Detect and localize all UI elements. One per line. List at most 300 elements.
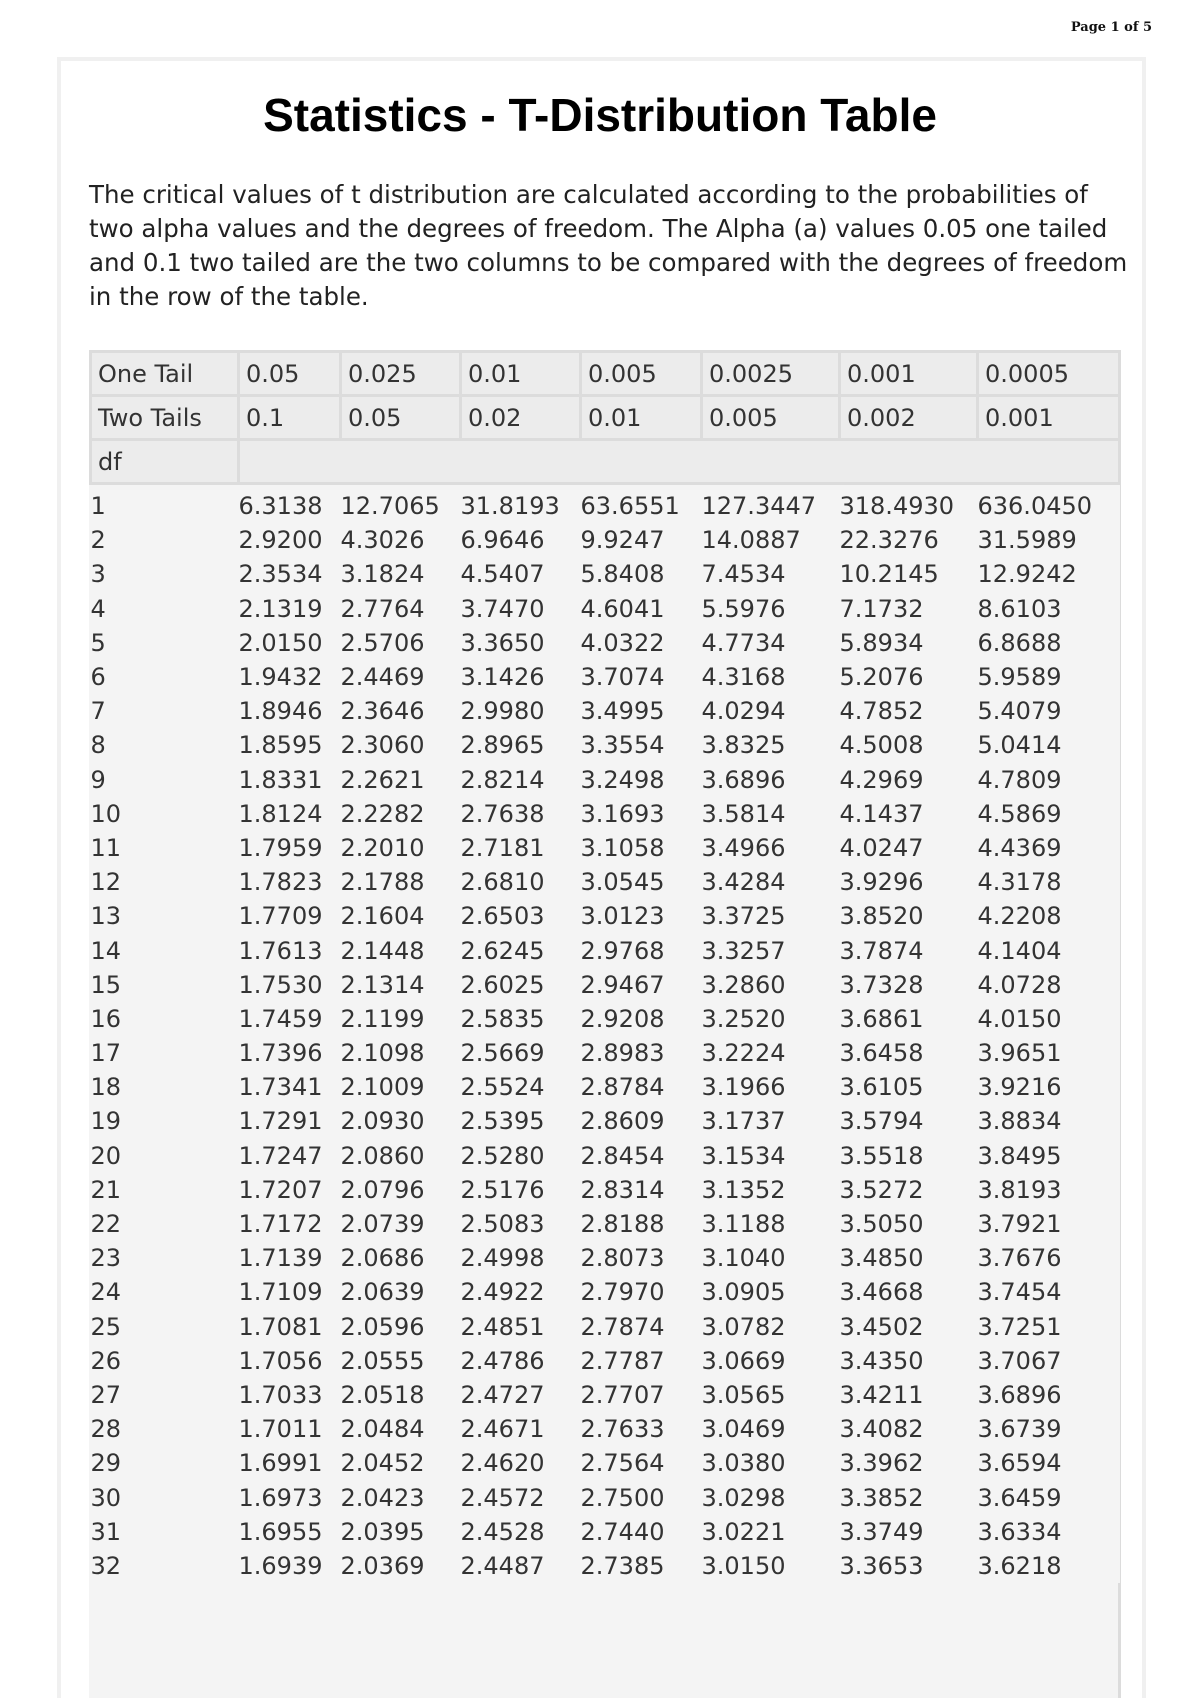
critical-value-cell: 4.3168	[702, 660, 840, 694]
critical-value-cell: 4.0322	[581, 626, 702, 660]
table-row	[91, 797, 1120, 831]
critical-value-cell: 2.5669	[461, 1036, 581, 1070]
critical-value-cell: 2.1098	[341, 1036, 461, 1070]
table-row	[91, 1412, 1120, 1446]
critical-value-cell: 3.1188	[702, 1207, 840, 1241]
critical-value-cell: 2.8609	[581, 1104, 702, 1138]
critical-value-cell: 2.0452	[341, 1446, 461, 1480]
critical-value-cell: 5.0414	[978, 728, 1120, 762]
df-label: df	[91, 440, 239, 484]
table-row	[91, 1104, 1120, 1138]
critical-value-cell: 2.9208	[581, 1002, 702, 1036]
table-row	[91, 1275, 1120, 1309]
critical-value-cell: 4.2208	[978, 899, 1120, 933]
critical-value-cell: 4.3026	[341, 523, 461, 557]
table-row	[91, 626, 1120, 660]
critical-value-cell: 3.1824	[341, 557, 461, 591]
critical-value-cell: 2.0686	[341, 1241, 461, 1275]
df-cell: 2	[91, 523, 239, 557]
two-tails-label: Two Tails	[91, 396, 239, 440]
table-row	[91, 1515, 1120, 1549]
critical-value-cell: 1.7247	[239, 1139, 341, 1173]
critical-value-cell: 3.1534	[702, 1139, 840, 1173]
critical-value-cell: 1.7341	[239, 1070, 341, 1104]
critical-value-cell: 2.0395	[341, 1515, 461, 1549]
critical-value-cell: 3.6459	[978, 1480, 1120, 1514]
critical-value-cell: 3.6739	[978, 1412, 1120, 1446]
critical-value-cell: 2.5280	[461, 1139, 581, 1173]
table-row	[91, 1070, 1120, 1104]
critical-value-cell: 1.7709	[239, 899, 341, 933]
critical-value-cell: 3.0123	[581, 899, 702, 933]
one-tail-row	[91, 352, 1120, 396]
critical-value-cell: 3.1058	[581, 831, 702, 865]
critical-value-cell: 2.4572	[461, 1480, 581, 1514]
critical-value-cell: 3.7874	[840, 933, 978, 967]
critical-value-cell: 1.7056	[239, 1344, 341, 1378]
critical-value-cell: 3.0669	[702, 1344, 840, 1378]
critical-value-cell: 2.5524	[461, 1070, 581, 1104]
table-row	[91, 968, 1120, 1002]
critical-value-cell: 2.8454	[581, 1139, 702, 1173]
table-row	[91, 557, 1120, 591]
critical-value-cell: 3.4284	[702, 865, 840, 899]
critical-value-cell: 8.6103	[978, 592, 1120, 626]
df-cell: 32	[91, 1549, 239, 1583]
critical-value-cell: 2.1448	[341, 933, 461, 967]
critical-value-cell: 3.3257	[702, 933, 840, 967]
critical-value-cell: 2.0518	[341, 1378, 461, 1412]
critical-value-cell: 2.0596	[341, 1310, 461, 1344]
critical-value-cell: 6.9646	[461, 523, 581, 557]
critical-value-cell: 3.6896	[978, 1378, 1120, 1412]
critical-value-cell: 2.5835	[461, 1002, 581, 1036]
critical-value-cell: 3.0150	[702, 1549, 840, 1583]
critical-value-cell: 4.1404	[978, 933, 1120, 967]
critical-value-cell: 1.8595	[239, 728, 341, 762]
critical-value-cell: 3.4850	[840, 1241, 978, 1275]
table-row	[91, 1207, 1120, 1241]
two-tails-alpha: 0.001	[978, 396, 1120, 440]
critical-value-cell: 3.5518	[840, 1139, 978, 1173]
two-tails-alpha: 0.01	[581, 396, 702, 440]
critical-value-cell: 5.2076	[840, 660, 978, 694]
df-cell: 14	[91, 933, 239, 967]
critical-value-cell: 4.5407	[461, 557, 581, 591]
table-body	[91, 484, 1120, 1584]
critical-value-cell: 3.0298	[702, 1480, 840, 1514]
critical-value-cell: 2.1788	[341, 865, 461, 899]
critical-value-cell: 3.4502	[840, 1310, 978, 1344]
critical-value-cell: 6.8688	[978, 626, 1120, 660]
df-cell: 16	[91, 1002, 239, 1036]
critical-value-cell: 2.4469	[341, 660, 461, 694]
one-tail-label: One Tail	[91, 352, 239, 396]
critical-value-cell: 3.4082	[840, 1412, 978, 1446]
two-tails-alpha: 0.02	[461, 396, 581, 440]
table-row	[91, 1002, 1120, 1036]
critical-value-cell: 3.6218	[978, 1549, 1120, 1583]
critical-value-cell: 2.9200	[239, 523, 341, 557]
critical-value-cell: 3.7074	[581, 660, 702, 694]
one-tail-alpha: 0.025	[341, 352, 461, 396]
critical-value-cell: 1.6955	[239, 1515, 341, 1549]
critical-value-cell: 2.7633	[581, 1412, 702, 1446]
critical-value-cell: 2.2010	[341, 831, 461, 865]
critical-value-cell: 3.6896	[702, 763, 840, 797]
critical-value-cell: 1.9432	[239, 660, 341, 694]
critical-value-cell: 1.7081	[239, 1310, 341, 1344]
critical-value-cell: 2.7707	[581, 1378, 702, 1412]
critical-value-cell: 2.9768	[581, 933, 702, 967]
df-cell: 10	[91, 797, 239, 831]
one-tail-alpha: 0.05	[239, 352, 341, 396]
critical-value-cell: 4.0247	[840, 831, 978, 865]
critical-value-cell: 4.7734	[702, 626, 840, 660]
critical-value-cell: 4.2969	[840, 763, 978, 797]
critical-value-cell: 2.1199	[341, 1002, 461, 1036]
table-row	[91, 1241, 1120, 1275]
table-row	[91, 660, 1120, 694]
critical-value-cell: 3.0221	[702, 1515, 840, 1549]
table-row	[91, 1378, 1120, 1412]
critical-value-cell: 2.7764	[341, 592, 461, 626]
table-row	[91, 933, 1120, 967]
critical-value-cell: 1.7959	[239, 831, 341, 865]
critical-value-cell: 4.0728	[978, 968, 1120, 1002]
critical-value-cell: 4.4369	[978, 831, 1120, 865]
critical-value-cell: 3.1966	[702, 1070, 840, 1104]
critical-value-cell: 4.6041	[581, 592, 702, 626]
df-cell: 18	[91, 1070, 239, 1104]
critical-value-cell: 3.4350	[840, 1344, 978, 1378]
critical-value-cell: 3.7251	[978, 1310, 1120, 1344]
table-row	[91, 694, 1120, 728]
df-cell: 20	[91, 1139, 239, 1173]
critical-value-cell: 1.7459	[239, 1002, 341, 1036]
critical-value-cell: 1.7530	[239, 968, 341, 1002]
critical-value-cell: 3.7921	[978, 1207, 1120, 1241]
critical-value-cell: 2.0639	[341, 1275, 461, 1309]
table-header	[91, 352, 1120, 484]
critical-value-cell: 3.0380	[702, 1446, 840, 1480]
critical-value-cell: 2.4528	[461, 1515, 581, 1549]
critical-value-cell: 2.0930	[341, 1104, 461, 1138]
table-row	[91, 728, 1120, 762]
critical-value-cell: 3.6861	[840, 1002, 978, 1036]
df-cell: 29	[91, 1446, 239, 1480]
critical-value-cell: 3.0545	[581, 865, 702, 899]
critical-value-cell: 1.8946	[239, 694, 341, 728]
critical-value-cell: 1.7172	[239, 1207, 341, 1241]
critical-value-cell: 2.5176	[461, 1173, 581, 1207]
critical-value-cell: 3.4211	[840, 1378, 978, 1412]
table-row	[91, 1173, 1120, 1207]
df-cell: 21	[91, 1173, 239, 1207]
critical-value-cell: 2.7787	[581, 1344, 702, 1378]
table-row	[91, 1310, 1120, 1344]
critical-value-cell: 1.7207	[239, 1173, 341, 1207]
critical-value-cell: 2.0555	[341, 1344, 461, 1378]
critical-value-cell: 2.0484	[341, 1412, 461, 1446]
table-row	[91, 1139, 1120, 1173]
critical-value-cell: 2.3646	[341, 694, 461, 728]
one-tail-alpha: 0.0005	[978, 352, 1120, 396]
critical-value-cell: 5.4079	[978, 694, 1120, 728]
critical-value-cell: 2.7638	[461, 797, 581, 831]
df-cell: 1	[91, 484, 239, 524]
critical-value-cell: 4.1437	[840, 797, 978, 831]
critical-value-cell: 2.8188	[581, 1207, 702, 1241]
critical-value-cell: 3.3852	[840, 1480, 978, 1514]
one-tail-alpha: 0.0025	[702, 352, 840, 396]
critical-value-cell: 14.0887	[702, 523, 840, 557]
critical-value-cell: 5.8934	[840, 626, 978, 660]
critical-value-cell: 3.0782	[702, 1310, 840, 1344]
critical-value-cell: 3.1693	[581, 797, 702, 831]
critical-value-cell: 2.5706	[341, 626, 461, 660]
critical-value-cell: 2.4998	[461, 1241, 581, 1275]
critical-value-cell: 2.1009	[341, 1070, 461, 1104]
one-tail-alpha: 0.01	[461, 352, 581, 396]
critical-value-cell: 2.4487	[461, 1549, 581, 1583]
two-tails-row	[91, 396, 1120, 440]
critical-value-cell: 2.0739	[341, 1207, 461, 1241]
critical-value-cell: 1.7823	[239, 865, 341, 899]
critical-value-cell: 3.5814	[702, 797, 840, 831]
two-tails-alpha: 0.005	[702, 396, 840, 440]
table-row	[91, 763, 1120, 797]
t-distribution-table-container	[89, 350, 1121, 1698]
critical-value-cell: 9.9247	[581, 523, 702, 557]
df-cell: 5	[91, 626, 239, 660]
critical-value-cell: 1.7613	[239, 933, 341, 967]
critical-value-cell: 3.6334	[978, 1515, 1120, 1549]
critical-value-cell: 6.3138	[239, 484, 341, 524]
critical-value-cell: 2.4786	[461, 1344, 581, 1378]
df-cell: 30	[91, 1480, 239, 1514]
df-cell: 3	[91, 557, 239, 591]
critical-value-cell: 3.3962	[840, 1446, 978, 1480]
critical-value-cell: 1.8124	[239, 797, 341, 831]
critical-value-cell: 31.8193	[461, 484, 581, 524]
critical-value-cell: 636.0450	[978, 484, 1120, 524]
table-row	[91, 1480, 1120, 1514]
df-cell: 19	[91, 1104, 239, 1138]
critical-value-cell: 1.7291	[239, 1104, 341, 1138]
critical-value-cell: 2.7874	[581, 1310, 702, 1344]
critical-value-cell: 318.4930	[840, 484, 978, 524]
critical-value-cell: 3.4995	[581, 694, 702, 728]
critical-value-cell: 2.0150	[239, 626, 341, 660]
df-cell: 26	[91, 1344, 239, 1378]
df-cell: 15	[91, 968, 239, 1002]
critical-value-cell: 2.2621	[341, 763, 461, 797]
critical-value-cell: 1.7033	[239, 1378, 341, 1412]
critical-value-cell: 2.6503	[461, 899, 581, 933]
two-tails-alpha: 0.002	[840, 396, 978, 440]
critical-value-cell: 2.8965	[461, 728, 581, 762]
critical-value-cell: 2.0860	[341, 1139, 461, 1173]
critical-value-cell: 3.4668	[840, 1275, 978, 1309]
critical-value-cell: 2.1314	[341, 968, 461, 1002]
critical-value-cell: 4.5869	[978, 797, 1120, 831]
critical-value-cell: 4.7852	[840, 694, 978, 728]
critical-value-cell: 2.8983	[581, 1036, 702, 1070]
critical-value-cell: 3.1426	[461, 660, 581, 694]
df-cell: 6	[91, 660, 239, 694]
critical-value-cell: 2.9467	[581, 968, 702, 1002]
critical-value-cell: 3.1352	[702, 1173, 840, 1207]
critical-value-cell: 3.2498	[581, 763, 702, 797]
critical-value-cell: 3.7676	[978, 1241, 1120, 1275]
critical-value-cell: 3.7328	[840, 968, 978, 1002]
critical-value-cell: 7.1732	[840, 592, 978, 626]
critical-value-cell: 2.0796	[341, 1173, 461, 1207]
critical-value-cell: 12.9242	[978, 557, 1120, 591]
table-row	[91, 523, 1120, 557]
df-cell: 23	[91, 1241, 239, 1275]
critical-value-cell: 31.5989	[978, 523, 1120, 557]
critical-value-cell: 3.8495	[978, 1139, 1120, 1173]
critical-value-cell: 4.5008	[840, 728, 978, 762]
critical-value-cell: 2.0369	[341, 1549, 461, 1583]
critical-value-cell: 1.8331	[239, 763, 341, 797]
critical-value-cell: 1.6991	[239, 1446, 341, 1480]
critical-value-cell: 2.8314	[581, 1173, 702, 1207]
critical-value-cell: 2.4922	[461, 1275, 581, 1309]
critical-value-cell: 3.9296	[840, 865, 978, 899]
df-cell: 31	[91, 1515, 239, 1549]
critical-value-cell: 3.6594	[978, 1446, 1120, 1480]
critical-value-cell: 3.8520	[840, 899, 978, 933]
critical-value-cell: 4.3178	[978, 865, 1120, 899]
critical-value-cell: 3.3749	[840, 1515, 978, 1549]
critical-value-cell: 3.0905	[702, 1275, 840, 1309]
df-cell: 11	[91, 831, 239, 865]
critical-value-cell: 2.6025	[461, 968, 581, 1002]
critical-value-cell: 2.9980	[461, 694, 581, 728]
critical-value-cell: 1.7011	[239, 1412, 341, 1446]
critical-value-cell: 2.3534	[239, 557, 341, 591]
df-cell: 4	[91, 592, 239, 626]
page-number: Page 1 of 5	[1070, 20, 1152, 35]
critical-value-cell: 3.5794	[840, 1104, 978, 1138]
df-cell: 13	[91, 899, 239, 933]
critical-value-cell: 2.3060	[341, 728, 461, 762]
df-header-spacer	[239, 440, 1120, 484]
df-cell: 8	[91, 728, 239, 762]
critical-value-cell: 3.1737	[702, 1104, 840, 1138]
one-tail-alpha: 0.005	[581, 352, 702, 396]
critical-value-cell: 2.0423	[341, 1480, 461, 1514]
critical-value-cell: 1.7396	[239, 1036, 341, 1070]
critical-value-cell: 2.6245	[461, 933, 581, 967]
t-distribution-table	[89, 350, 1121, 1583]
critical-value-cell: 1.6973	[239, 1480, 341, 1514]
critical-value-cell: 127.3447	[702, 484, 840, 524]
critical-value-cell: 3.0565	[702, 1378, 840, 1412]
table-row	[91, 592, 1120, 626]
one-tail-alpha: 0.001	[840, 352, 978, 396]
df-cell: 22	[91, 1207, 239, 1241]
critical-value-cell: 3.4966	[702, 831, 840, 865]
critical-value-cell: 5.5976	[702, 592, 840, 626]
critical-value-cell: 3.6105	[840, 1070, 978, 1104]
critical-value-cell: 3.3650	[461, 626, 581, 660]
critical-value-cell: 2.2282	[341, 797, 461, 831]
critical-value-cell: 2.8214	[461, 763, 581, 797]
df-cell: 25	[91, 1310, 239, 1344]
critical-value-cell: 2.8073	[581, 1241, 702, 1275]
critical-value-cell: 3.9216	[978, 1070, 1120, 1104]
critical-value-cell: 2.7181	[461, 831, 581, 865]
table-row	[91, 1344, 1120, 1378]
critical-value-cell: 2.4620	[461, 1446, 581, 1480]
df-cell: 27	[91, 1378, 239, 1412]
critical-value-cell: 3.7470	[461, 592, 581, 626]
critical-value-cell: 2.4851	[461, 1310, 581, 1344]
df-header-row	[91, 440, 1120, 484]
critical-value-cell: 2.8784	[581, 1070, 702, 1104]
critical-value-cell: 2.1604	[341, 899, 461, 933]
critical-value-cell: 3.2860	[702, 968, 840, 1002]
critical-value-cell: 3.5050	[840, 1207, 978, 1241]
critical-value-cell: 7.4534	[702, 557, 840, 591]
table-row	[91, 865, 1120, 899]
critical-value-cell: 3.9651	[978, 1036, 1120, 1070]
critical-value-cell: 3.7454	[978, 1275, 1120, 1309]
critical-value-cell: 3.3725	[702, 899, 840, 933]
critical-value-cell: 2.7385	[581, 1549, 702, 1583]
critical-value-cell: 3.8834	[978, 1104, 1120, 1138]
df-cell: 17	[91, 1036, 239, 1070]
critical-value-cell: 1.7139	[239, 1241, 341, 1275]
critical-value-cell: 22.3276	[840, 523, 978, 557]
critical-value-cell: 3.5272	[840, 1173, 978, 1207]
critical-value-cell: 2.1319	[239, 592, 341, 626]
critical-value-cell: 3.8193	[978, 1173, 1120, 1207]
critical-value-cell: 3.2520	[702, 1002, 840, 1036]
critical-value-cell: 2.7970	[581, 1275, 702, 1309]
critical-value-cell: 63.6551	[581, 484, 702, 524]
table-row	[91, 899, 1120, 933]
critical-value-cell: 1.7109	[239, 1275, 341, 1309]
table-row	[91, 1549, 1120, 1583]
critical-value-cell: 2.4727	[461, 1378, 581, 1412]
intro-paragraph: The critical values of t distribution are calculated according to the probabilities of two alpha values and the degrees of freedom. The Alpha (a) values 0.05 one tailed and 0.1 two tailed are the two columns to be compared with the degrees of freedom in the row of the table.	[89, 180, 1128, 311]
critical-value-cell: 1.6939	[239, 1549, 341, 1583]
critical-value-cell: 2.7564	[581, 1446, 702, 1480]
page-title: Statistics - T-Distribution Table	[263, 89, 937, 141]
critical-value-cell: 4.0150	[978, 1002, 1120, 1036]
critical-value-cell: 3.2224	[702, 1036, 840, 1070]
critical-value-cell: 5.9589	[978, 660, 1120, 694]
df-cell: 28	[91, 1412, 239, 1446]
critical-value-cell: 2.5083	[461, 1207, 581, 1241]
critical-value-cell: 2.6810	[461, 865, 581, 899]
table-row	[91, 484, 1120, 524]
table-row	[91, 1036, 1120, 1070]
table-row	[91, 831, 1120, 865]
critical-value-cell: 3.3554	[581, 728, 702, 762]
critical-value-cell: 12.7065	[341, 484, 461, 524]
critical-value-cell: 2.7500	[581, 1480, 702, 1514]
critical-value-cell: 3.6458	[840, 1036, 978, 1070]
df-cell: 12	[91, 865, 239, 899]
two-tails-alpha: 0.05	[341, 396, 461, 440]
two-tails-alpha: 0.1	[239, 396, 341, 440]
